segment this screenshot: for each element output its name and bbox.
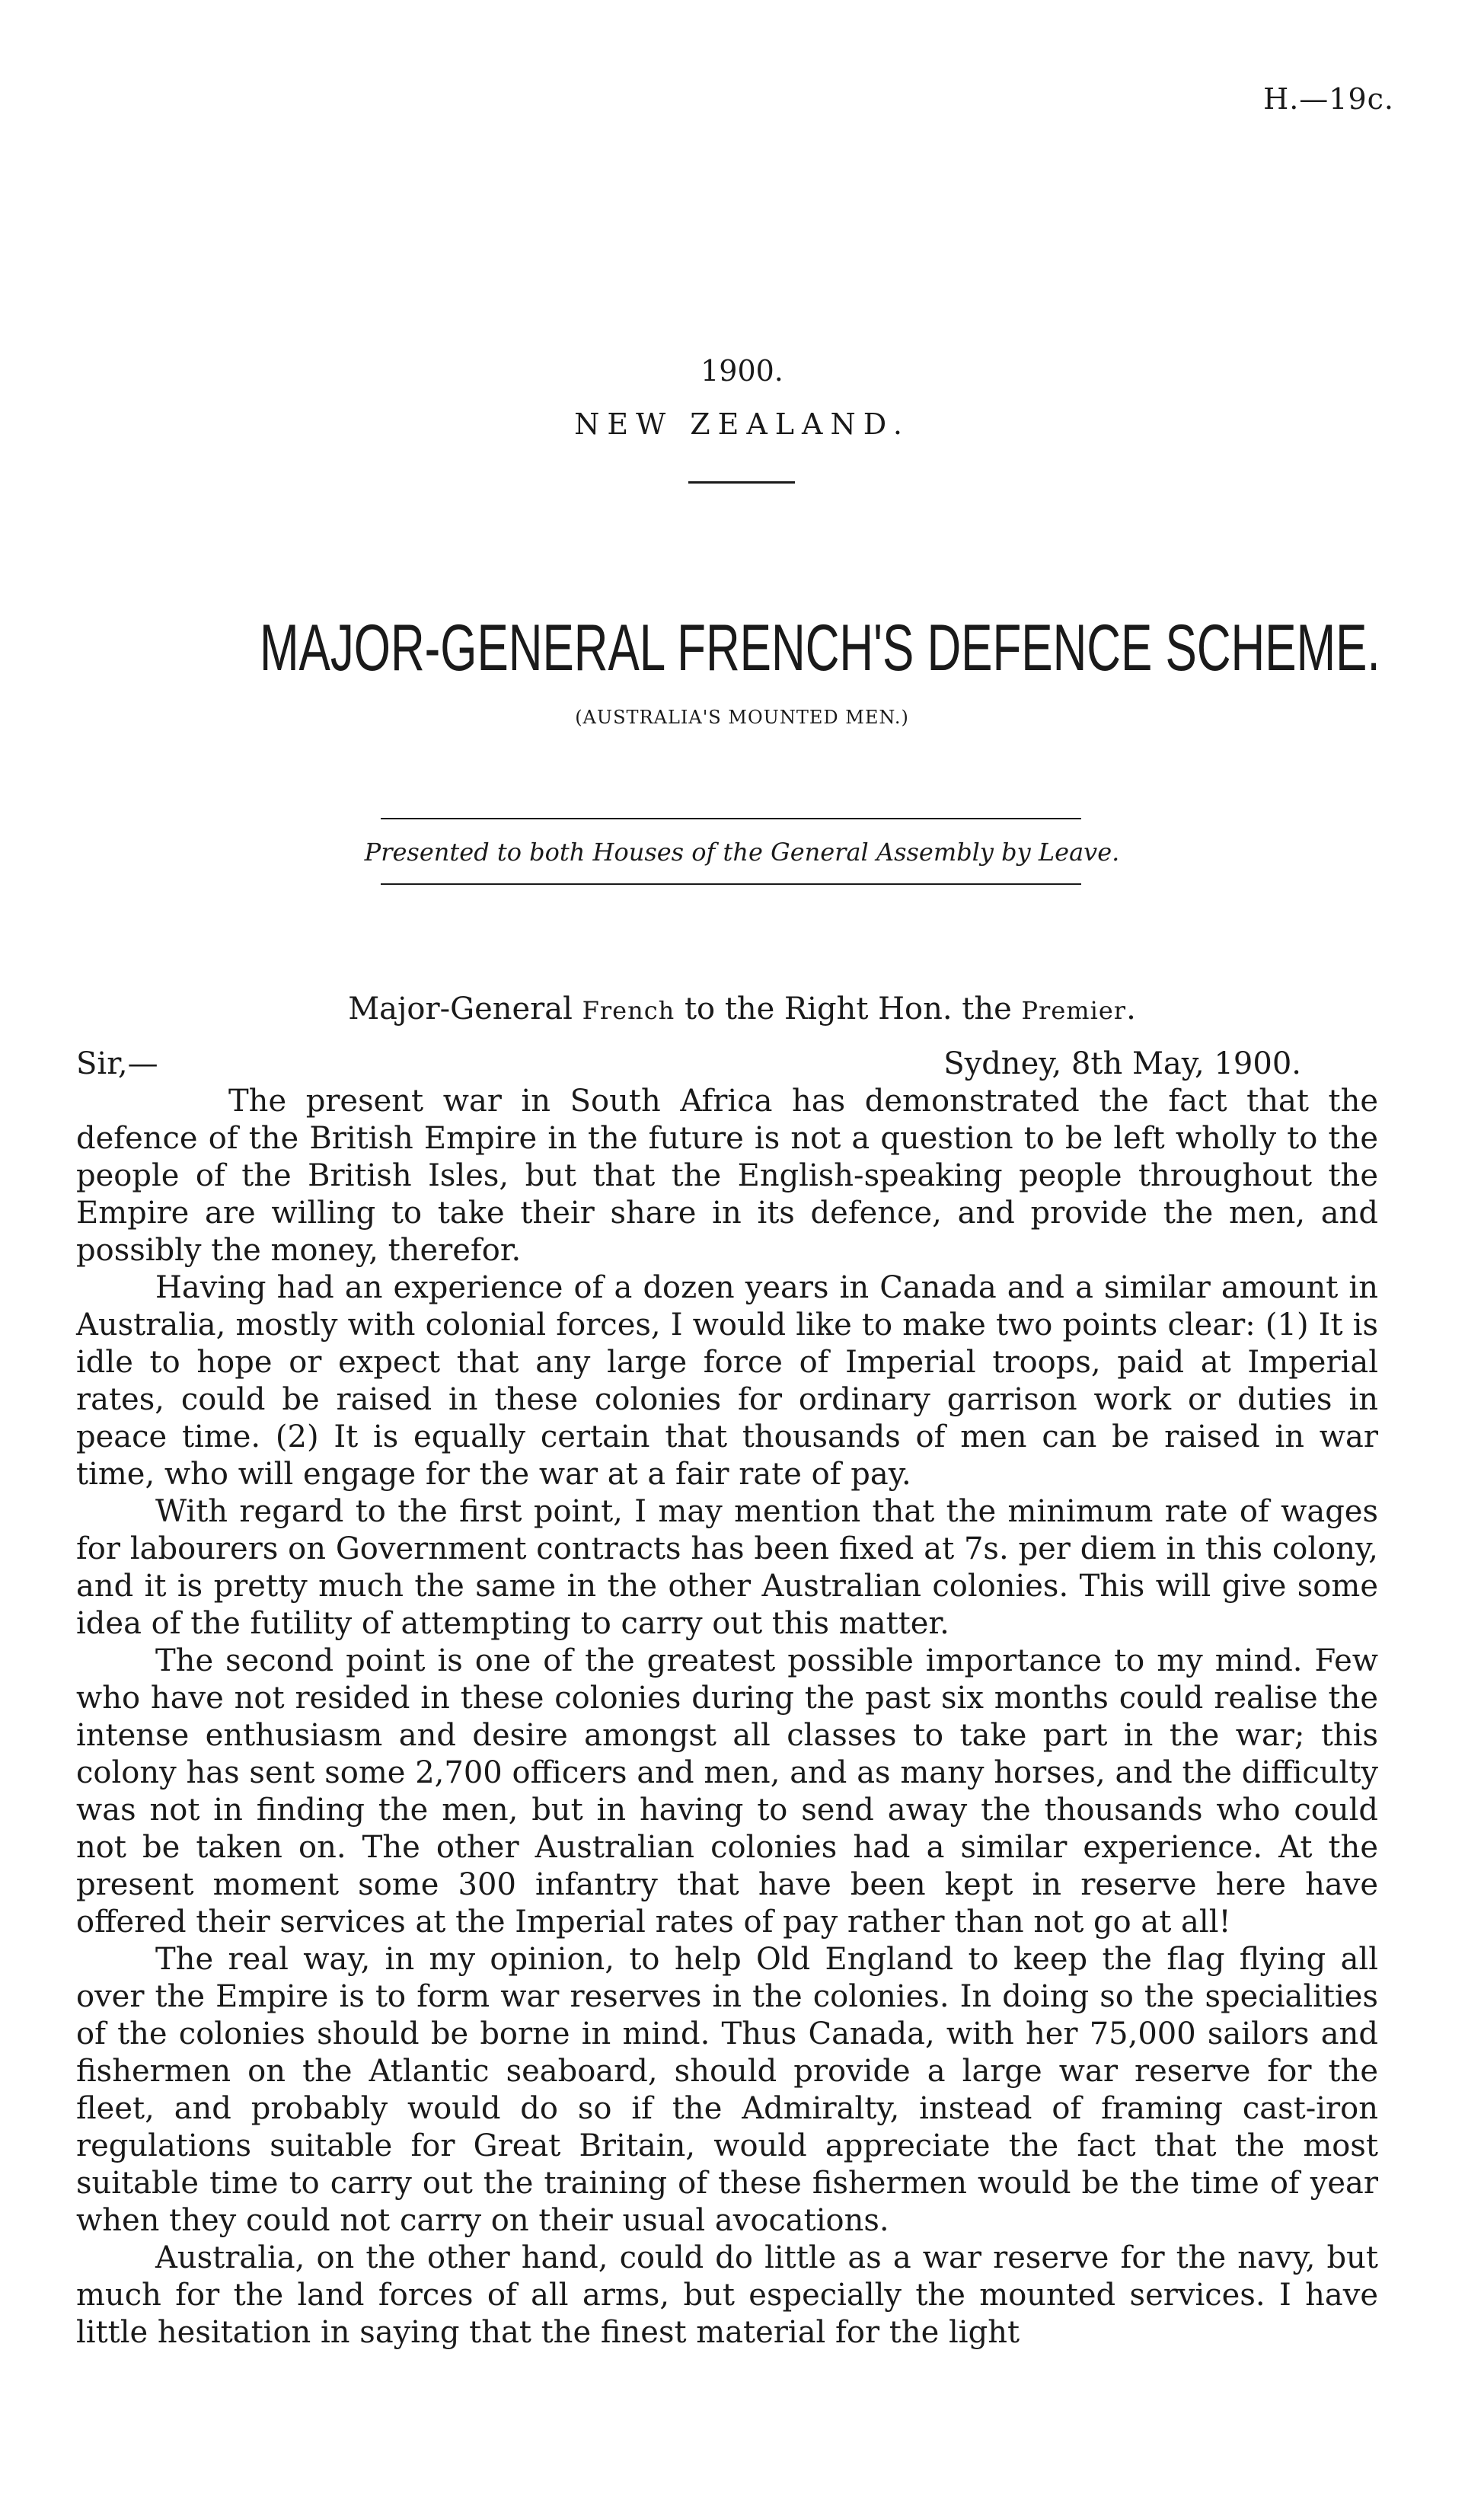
paragraph: The second point is one of the greatest possible importance to my mind. Few who have not resided in these colonies during the past six months could realise the intense enthusiasm and desire amongst all classes to take part in the war; this colony has sent some 2,700 officers and men, and as many horses, and the difficulty was not in finding the men, but in having to send away the thousands who could not be taken on. The other Australian colonies had a similar experience. At the present moment some 300 infantry that have been kept in reserve here have offered their services at the Imperial rates of pay rather than not go at all! xyxy=(76,1643,1378,1940)
paragraph: Australia, on the other hand, could do little as a war reserve for the navy, but much for the land forces of all arms, but especially the mounted services. I have little hesitation in saying that the finest material for the light xyxy=(76,2240,1378,2350)
rule-top xyxy=(381,818,1081,819)
country: NEW ZEALAND. xyxy=(574,407,910,441)
page-title: MAJOR-GENERAL FRENCH'S DEFENCE SCHEME. xyxy=(259,611,1380,685)
paragraph: The present war in South Africa has demonstrated the fact that the defence of the British Empire in the future is not a question to be left wholly to the people of the British Isles, but that the English-speaking people throughout the Empire are willing to take their share in its defence, and provide the men, and possibly the money, therefor. xyxy=(76,1084,1378,1268)
letter-heading-pre: Major-General xyxy=(348,991,582,1027)
letter-heading-mid: to the Right Hon. the xyxy=(675,991,1022,1027)
year: 1900. xyxy=(701,354,783,388)
letter-heading-end: . xyxy=(1126,991,1136,1027)
letter-sender: French xyxy=(582,996,675,1025)
rule-bottom xyxy=(381,883,1081,885)
paragraph: With regard to the first point, I may mention that the minimum rate of wages for labourers on Government contracts has been fixed at 7s. per diem in this colony, and it is pretty much the same in the other Australian colonies. This will give some idea of the futility of attempting to carry out this matter. xyxy=(76,1494,1378,1641)
salutation: Sir,— xyxy=(76,1046,158,1081)
paragraph: The real way, in my opinion, to help Old England to keep the flag flying all over the Empire is to form war reserves in the colonies. In doing so the specialities of the colonies should be borne in mind. Thus Canada, with her 75,000 sailors and fishermen on the Atlantic seaboard, should provide a large war reserve for the fleet, and probably would do so if the Admiralty, instead of framing cast-iron regulations suitable for Great Britain, would appreciate the fact that the most suitable time to carry out the training of these fishermen would be the time of year when they could not carry on their usual avocations. xyxy=(76,1942,1378,2238)
letter-body xyxy=(76,1083,1378,2352)
document-code: H.—19c. xyxy=(1263,82,1394,116)
title-divider xyxy=(688,481,795,484)
page-subtitle: (AUSTRALIA'S MOUNTED MEN.) xyxy=(575,707,909,728)
letter-recipient: Premier xyxy=(1021,996,1127,1025)
presented-line: Presented to both Houses of the General Assembly by Leave. xyxy=(364,838,1120,867)
letter-heading xyxy=(0,991,1484,1027)
date-line: Sydney, 8th May, 1900. xyxy=(943,1046,1301,1081)
paragraph: Having had an experience of a dozen years in Canada and a similar amount in Australia, mostly with colonial forces, I would like to make two points clear: (1) It is idle to hope or expect that any large force of Imperial troops, paid at Imperial rates, could be raised in these colonies for ordinary garrison work or duties in peace time. (2) It is equally certain that thousands of men can be raised in war time, who will engage for the war at a fair rate of pay. xyxy=(76,1270,1378,1492)
